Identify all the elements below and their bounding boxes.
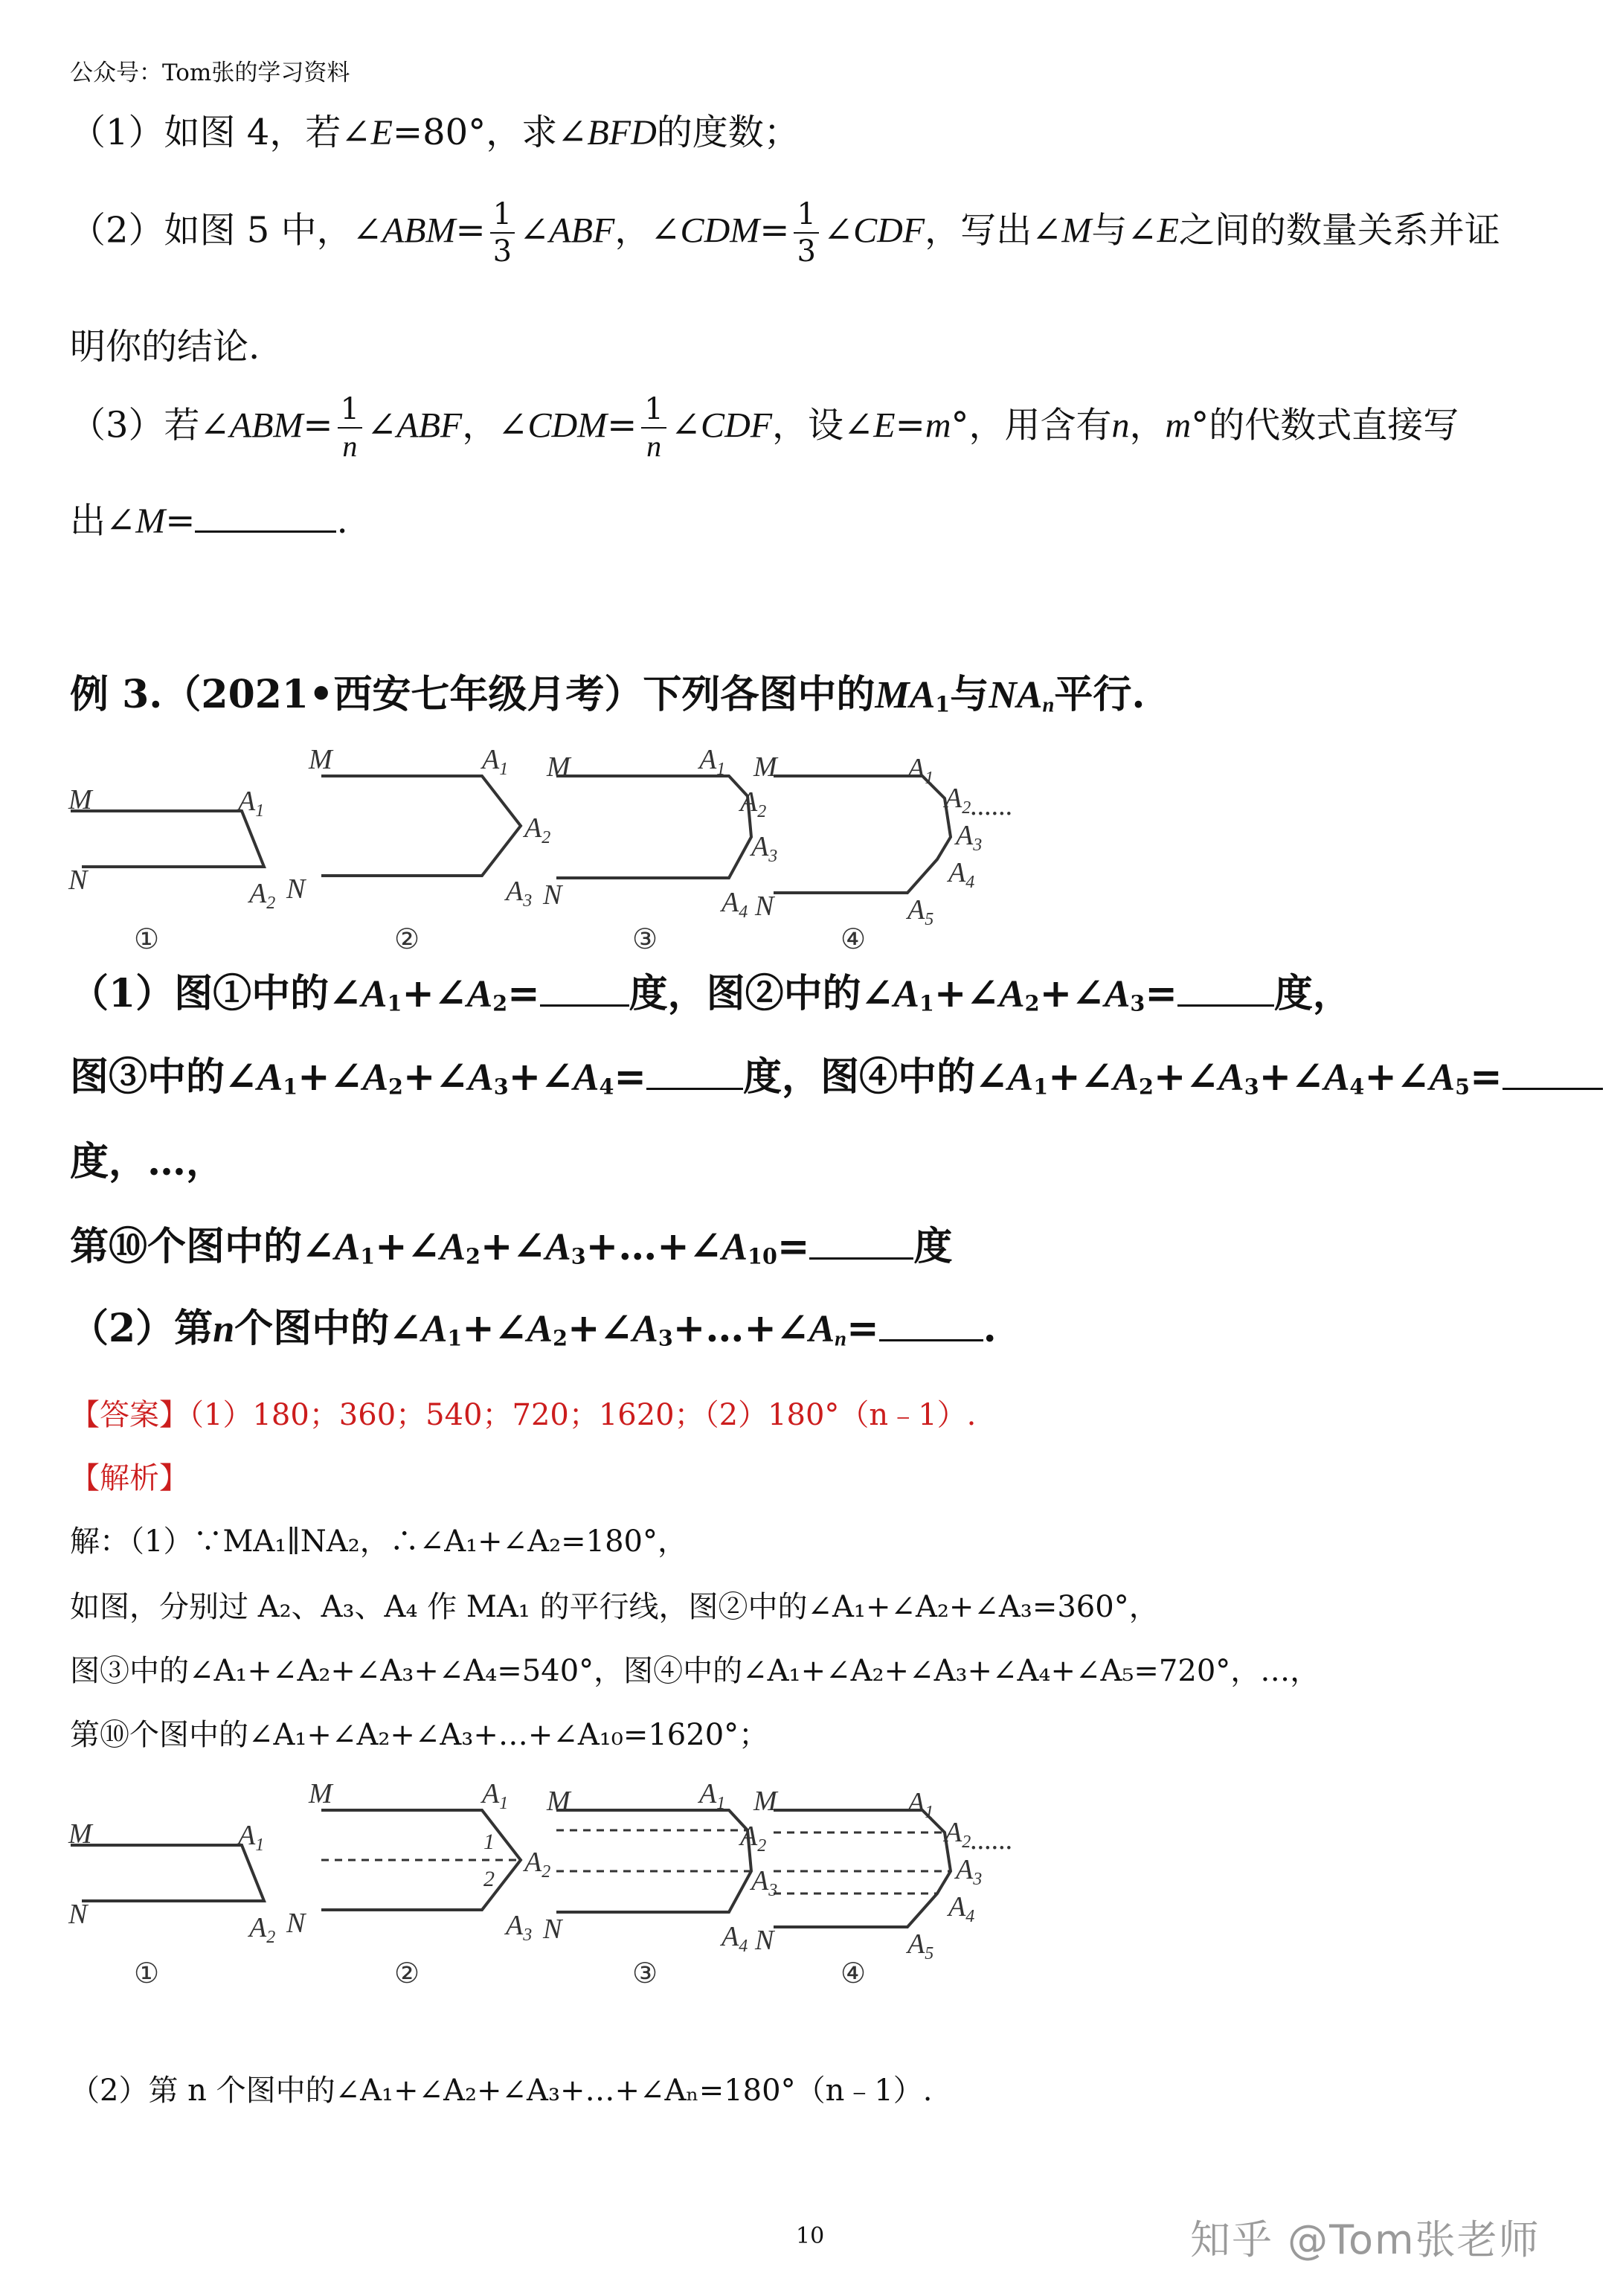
part-1-line-2: 图③中的$\angle A_1+\angle A_2+\angle A_3+\angle A_4=$ 度，图④中的$\angle A_1+\angle A_2+\angle A_3+\angle A_4+\angle A_5=$ <box>70 1058 1603 1097</box>
fraction-one-third: $\frac{1}{3}$ <box>490 199 515 266</box>
answer-blank <box>195 530 336 533</box>
fraction-one-third: $\frac{1}{3}$ <box>794 199 818 266</box>
question-1: （1）如图 4，若∠E=80°，求∠BFD的度数； <box>70 112 800 153</box>
label-A: $A_2$ <box>740 786 767 821</box>
solution-line-4: 第⑩个图中的∠A₁+∠A₂+∠A₃+…+∠A₁₀=1620°； <box>70 1718 769 1752</box>
question-3-line2: 出∠M= . <box>70 500 348 542</box>
label-A: $A_2$ <box>249 878 276 913</box>
answer-blank <box>646 1088 743 1090</box>
label-A: $A_1$ <box>482 744 509 779</box>
label-N: N <box>755 1925 774 1956</box>
label-A: $A_4$ <box>948 857 975 892</box>
label-A: $A_3$ <box>956 820 983 855</box>
page-number: 10 <box>796 2223 825 2249</box>
label-N: N <box>68 865 88 896</box>
label-A: $A_5$ <box>907 1928 934 1963</box>
circle-3: ③ <box>632 924 658 955</box>
ellipsis: ...... <box>971 790 1013 821</box>
example-figures <box>60 733 1056 956</box>
label-A: $A_3$ <box>751 831 778 866</box>
answer-blank <box>1177 1004 1274 1007</box>
label-A: $A_4$ <box>721 887 748 922</box>
solution-line-2: 如图，分别过 A₂、A₃、A₄ 作 MA₁ 的平行线，图②中的∠A₁+∠A₂+∠A₃=360°， <box>70 1590 1159 1624</box>
label-M: M <box>68 784 92 815</box>
label-N: N <box>68 1899 88 1930</box>
label-A: $A_1$ <box>907 1787 934 1822</box>
label-A: $A_3$ <box>956 1854 983 1889</box>
label-A: $A_4$ <box>721 1921 748 1956</box>
answer-blank <box>809 1257 913 1260</box>
circle-1: ① <box>134 924 160 955</box>
label-A: $A_1$ <box>238 1820 265 1855</box>
label-M: M <box>753 1786 777 1817</box>
label-N: N <box>543 1914 562 1945</box>
answer-blank <box>540 1004 629 1007</box>
angle-1-label: 1 <box>483 1830 495 1854</box>
circle-2: ② <box>394 1958 420 1989</box>
solution-line-5: （2）第 n 个图中的∠A₁+∠A₂+∠A₃+…+∠Aₙ=180°（n﹣1）. <box>70 2074 933 2108</box>
watermark: 知乎 @Tom张老师 <box>1190 2216 1540 2263</box>
fraction-one-over-n: $\frac{1}{n}$ <box>338 394 362 461</box>
circle-1: ① <box>134 1958 160 1989</box>
label-A: $A_3$ <box>506 1910 533 1945</box>
label-A: $A_1$ <box>699 1778 726 1813</box>
page-header: 公众号：Tom张的学习资料 <box>70 60 350 86</box>
answer-blank <box>879 1339 983 1341</box>
label-N: N <box>543 879 562 911</box>
fraction-one-over-n: $\frac{1}{n}$ <box>641 394 666 461</box>
label-A: $A_2$ <box>945 1817 971 1852</box>
label-A: $A_4$ <box>948 1891 975 1926</box>
label-N: N <box>286 1908 306 1939</box>
solution-line-1: 解：（1）∵MA₁∥NA₂，∴∠A₁+∠A₂=180°， <box>70 1524 687 1559</box>
label-A: $A_1$ <box>238 786 265 821</box>
label-M: M <box>309 1778 332 1809</box>
label-A: $A_3$ <box>506 876 533 911</box>
label-M: M <box>753 751 777 783</box>
analysis-title: 【解析】 <box>70 1461 189 1495</box>
example-3-heading: 例 3.（2021•西安七年级月考）下列各图中的$MA_1$与$NA_n$平行. <box>70 672 1145 717</box>
label-M: M <box>547 1786 571 1817</box>
label-N: N <box>755 891 774 922</box>
figure-4-path <box>774 776 951 893</box>
solution-line-3: 图③中的∠A₁+∠A₂+∠A₃+∠A₄=540°，图④中的∠A₁+∠A₂+∠A₃+∠A₄+∠A₅=720°，…， <box>70 1654 1320 1688</box>
label-A: $A_2$ <box>524 1847 551 1882</box>
label-A: $A_1$ <box>907 753 934 788</box>
figure-4-path <box>774 1810 951 1927</box>
part-1-line-3: 度，…， <box>70 1139 225 1184</box>
label-A: $A_1$ <box>699 744 726 779</box>
label-A: $A_5$ <box>907 894 934 929</box>
label-M: M <box>547 751 571 783</box>
label-A: $A_2$ <box>945 783 971 818</box>
figure-3-path <box>556 776 751 878</box>
circle-4: ④ <box>841 1958 867 1989</box>
label-A: $A_2$ <box>740 1821 767 1856</box>
answer-line: 【答案】（1）180；360；540；720；1620；（2）180°（n﹣1）. <box>70 1398 977 1432</box>
ellipsis: ...... <box>971 1824 1013 1856</box>
solution-figures <box>60 1767 1056 1990</box>
part-1-line-1: （1）图①中的$\angle A_1+\angle A_2=$ 度，图②中的$\angle A_1+\angle A_2+\angle A_3=$ 度， <box>70 971 1352 1016</box>
question-2-line2: 明你的结论. <box>70 326 260 368</box>
circle-4: ④ <box>841 924 867 955</box>
circle-2: ② <box>394 924 420 955</box>
figure-1-path <box>71 811 264 867</box>
label-N: N <box>286 873 306 905</box>
label-A: $A_2$ <box>249 1912 276 1947</box>
figure-1-path <box>71 1845 264 1901</box>
label-A: $A_2$ <box>524 812 551 847</box>
label-M: M <box>68 1818 92 1850</box>
circle-3: ③ <box>632 1958 658 1989</box>
question-2: （2）如图 5 中，∠ABM= $\frac{1}{3}$ ∠ABF，∠CDM= $\frac{1}{3}$ ∠CDF，写出∠M与∠E之间的数量关系并证 <box>70 197 1500 269</box>
part-2-line: （2）第n个图中的$\angle A_1+\angle A_2+\angle A_3+\dots+\angle A_n=$ . <box>70 1306 997 1351</box>
label-A: $A_3$ <box>751 1865 778 1900</box>
angle-2-label: 2 <box>483 1867 495 1891</box>
label-M: M <box>309 744 332 775</box>
question-3: （3）若∠ABM= $\frac{1}{n}$ ∠ABF，∠CDM= $\frac{1}{n}$ ∠CDF，设∠E=m°，用含有n，m°的代数式直接写 <box>70 392 1459 463</box>
figure-2-path <box>321 776 521 876</box>
part-1-line-4: 第⑩个图中的$\angle A_1+\angle A_2+\angle A_3+\dots+\angle A_{10}=$ 度 <box>70 1224 953 1269</box>
label-A: $A_1$ <box>482 1778 509 1813</box>
answer-blank <box>1503 1088 1603 1090</box>
figure-3-path <box>556 1810 751 1912</box>
